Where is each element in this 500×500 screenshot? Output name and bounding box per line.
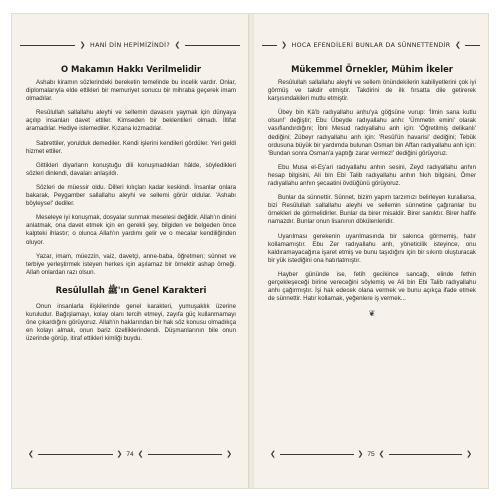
header-rule [20, 45, 75, 46]
open-book [12, 14, 488, 488]
footer-rule [38, 454, 113, 455]
header-rule [262, 45, 277, 46]
section-body [268, 79, 476, 303]
paragraph: Resûlullah sallallahu aleyhi ve sellem önündekilerin kabiliyetlerini çok iyi görmüş ve takdir etmiştir. Takdirini de ilk fırsatta dile getirerek karşısındakileri mutlu etmiştir. [268, 79, 476, 103]
paragraph: Gittikleri diyarların konuştuğu dili konuşmadıkları hâlde, söyledikleri sözleri dinlendi, davaları anlaşıldı. [26, 161, 236, 177]
section-heading: Mükemmel Örnekler, Mühim İkeler [291, 64, 453, 74]
chevron-right-icon: ❯ [281, 40, 287, 49]
chevron-left-icon: ❮ [28, 450, 34, 458]
paragraph: Uyarılması gerekenin uyarılmasında bir sakınca görmemiş, hatır kollamamıştır. Ebu Zer radıyallahu anh, yöneticilik isteyince, onu kaldıramayacağına işaret etmiş ve bunu taşıdığını için bir sıkıntı oluşturacak bir yük istediğini ona hatırlatmıştır. [268, 232, 476, 264]
right-page-body [268, 58, 476, 318]
chevron-left-icon: ❮ [137, 450, 144, 458]
header-rule [185, 45, 240, 46]
paragraph: Meseleye iyi konuşmak, dosyalar sunmak meselesi değildir. Allah'ın dinini anlatmak, ona davet etmek için en gerekli şey, bilgiden ve belgeden önce kalpteki ihlastır; o olunca Allah'ın yardımı gelir ve o mecalar kendiliğinden oluyor. [26, 214, 236, 246]
chevron-right-icon: ❯ [226, 450, 233, 458]
header-rule [465, 45, 480, 46]
footer-rule [280, 454, 354, 455]
left-running-header [20, 38, 240, 52]
chevron-right-icon: ❯ [116, 450, 123, 458]
page-number: 74 [126, 450, 134, 458]
running-title: HANİ DİN HEPİMİZİNDİ? [90, 41, 170, 49]
section-body [26, 303, 236, 343]
running-title: HOCA EFENDİLERİ BUNLAR DA SÜNNETTENDİR [291, 41, 451, 49]
paragraph: Hayber gününde ise, fetih gecikince sancağı, elinde fethin gerçekleşeceği birine vereceğini söylemiş ve Ali bin Ebi Talib radıyallahu anhı çağırmıştır. İşi hak edecek olana vermek ve bunu açıkça ifade etmek de sünnettir. Hatır kollamak, yeğenlere iş vermek... [268, 270, 476, 303]
chevron-right-icon: ❯ [79, 40, 86, 49]
paragraph: Bunlar da sünnettir. Sünnet, bizim yapım tarzımızı belirleyen kurallarsa, bizi Resûlullah sallallahu aleyhi ve sellemin sünnetine çağıranlar bu örnekleri de görmelidirler. Bunlar da birer misaldir. Birer sanıktır. Birer hafife namazdır. Bunlar onun lisanının dökülenleridir. [268, 194, 476, 226]
paragraph: Ashabı kiramın sözlerindeki bereketin temelinde bu incelik vardır. Onlar, diplomalarıyla elde ettikleri bir memuriyet sonucu bir mihraba geçerek imam olmadılar. [26, 79, 236, 103]
chevron-left-icon: ❮ [174, 40, 181, 49]
chevron-left-icon: ❮ [378, 450, 385, 458]
right-running-header [262, 38, 480, 52]
section-heading: Resûlullah ﷺ'ın Genel Karakteri [55, 284, 207, 295]
chevron-right-icon: ❯ [466, 450, 473, 458]
paragraph: Onun insanlarla ilişkilerinde genel karakteri, yumuşaklık üzerine kuruludur. Bağışlamayı, kolay olanı tercih etmeyi, zayıfa güç kullanmamayı öne çıkardığını görüyoruz. Allah'ın haklarından bir hak söz konusu olmadıkça en kolayı almak, onun bariz özelliklerindendi. Düşmanlarının bile onun üzerinde görüp, itiraf ettikleri kimliği buydu. [26, 302, 236, 343]
paragraph: Übey bin Kâ'b radıyallahu anhu'ya göğsüne vurup: 'İlmin sana kutlu olsun!' değiştir; Ebu Übeyde radıyallahu anhı: 'Ümmetin emini' olarak vasıflandırdığını; İbni Mesud radıyallahu anh için: 'Öğretilmiş delikanlı' dediğini; Zübeyr radıyallahu anh için: 'Resûl'ün havarisi' dediğini; Tebük ordusuna büyük bir yardımda bulunan Osman bin Affan radıyallahu anh için: 'Bundan sonra Osman'a yaptığı zarar vermez!' dediğini görüyoruz. [268, 109, 476, 157]
chevron-right-icon: ❯ [357, 450, 364, 458]
page-number: 75 [367, 450, 375, 458]
footer-rule [389, 454, 463, 455]
left-page-footer [28, 448, 232, 460]
footer-rule [148, 454, 223, 455]
ornament-icon: ❦ [368, 309, 376, 319]
chevron-left-icon: ❮ [270, 450, 276, 458]
section-heading: O Makamın Hakkı Verilmelidir [60, 64, 202, 74]
right-page [254, 14, 488, 488]
left-page [12, 14, 248, 488]
paragraph: Sabrettiler, yorulduk demediler. Kendi işlerini kendileri gördüler. Yeri geldi hizmet ettiler. [26, 139, 236, 155]
chevron-left-icon: ❮ [455, 40, 461, 49]
section-body [26, 79, 236, 277]
paragraph: Sözleri de müessir oldu. Dilleri kılıçları kadar keskindi. İnsanlar onlara bakarak, Peygamber sallallahu aleyhi ve sellemi görür oldular. 'Ashabı böyleyse!' dediler. [26, 183, 236, 208]
paragraph: Yazar, imam, müezzin, vaiz, davetçi, anne-baba, öğretmen; sünnet ve terbiye yerleştirmek isteyen herkes için aşılamaz bir örnektir ashap örneği. Allah onlardan razı olsun. [26, 252, 236, 276]
paragraph: Resûlullah sallallahu aleyhi ve sellemin davasını yaymak için dünyaya açılıp insanları davet ettiler. Kimseden bir beklentileri olmadı. İltifat aramadılar. Hediye istemediler. Kızana kızmadılar. [26, 109, 236, 133]
left-page-body [26, 58, 236, 349]
paragraph: Ebu Musa el-Eş'ari radıyallahu anhın sesini, Zeyd radıyallahu anhın hesap bilgisini, Ali bin Ebi Talib radıyallahu anhın fıkıh bilgisini, Ömer radıyallahu anhın şecaatini övdüğünü görüyoruz. [268, 163, 476, 188]
right-page-footer [270, 448, 472, 460]
